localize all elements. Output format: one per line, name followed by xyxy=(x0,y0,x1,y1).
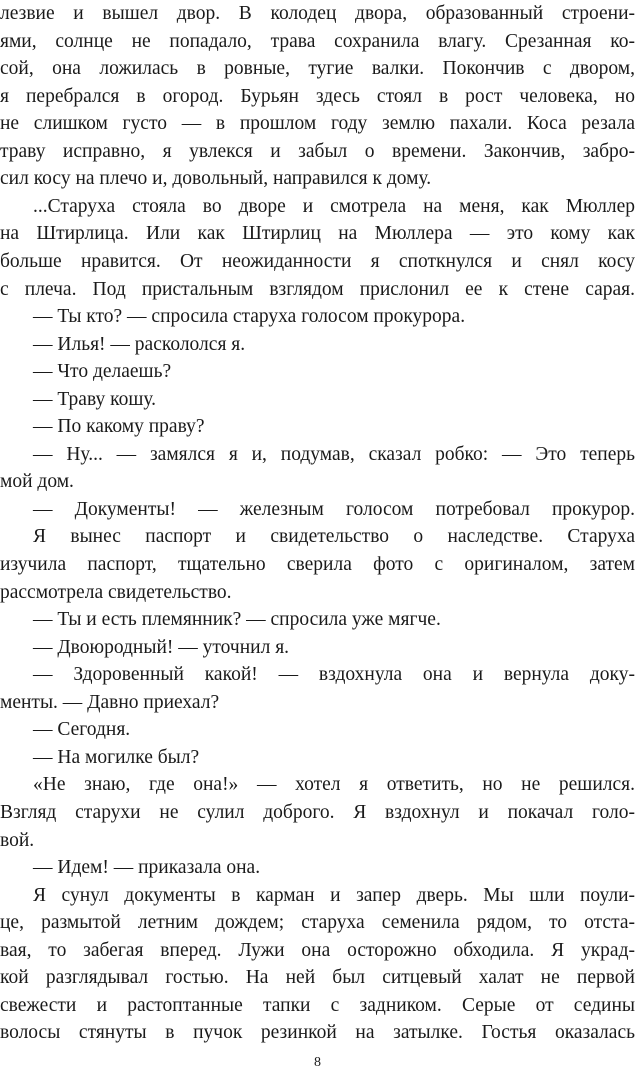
text-line: сил косу на плечо и, довольный, направился к дому. xyxy=(0,168,432,190)
text-line: — По какому праву? xyxy=(33,416,205,438)
text-line: рассмотрела свидетельство. xyxy=(0,581,232,603)
text-line: менты. — Давно приехал? xyxy=(0,691,220,713)
text-line: я перебрался в огород. Бурьян здесь стоял в рост человека, но xyxy=(0,85,635,107)
text-line: свежести и растоптанные тапки с задником. Серые от седины xyxy=(0,994,635,1016)
text-line: больше нравится. От неожиданности я споткнулся и снял косу xyxy=(0,250,635,272)
text-line: мой дом. xyxy=(0,471,74,493)
text-line: Я вынес паспорт и свидетельство о наследстве. Старуха xyxy=(33,526,635,548)
text-line: — Ты и есть племянник? — спросила уже мягче. xyxy=(33,609,441,631)
text-line: — На могилке был? xyxy=(33,746,200,768)
text-line: лезвие и вышел двор. В колодец двора, образованный строени- xyxy=(0,3,635,24)
text-line: сой, она ложилась в ровные, тугие валки. Покончив с двором, xyxy=(0,58,635,80)
text-line: Взгляд старухи не сулил доброго. Я вздохнул и покачал голо- xyxy=(0,801,635,823)
page-number: 8 xyxy=(314,1055,321,1070)
text-line: — Идем! — приказала она. xyxy=(33,857,261,879)
text-line: — Документы! — железным голосом потребовал прокурор. xyxy=(33,498,635,520)
text-line: не слишком густо — в прошлом году землю пахали. Коса резала xyxy=(0,113,635,135)
text-line: кой разглядывал гостью. На ней был ситцевый халат не первой xyxy=(0,967,635,989)
text-line: — Что делаешь? xyxy=(33,361,172,383)
text-line: — Ты кто? — спросила старуха голосом прокурора. xyxy=(33,306,466,328)
text-line: — Илья! — раскололся я. xyxy=(33,333,246,355)
text-line: траву исправно, я увлекся и забыл о времени. Закончив, забро- xyxy=(0,140,635,162)
text-line: волосы стянуты в пучок резинкой на затылке. Гостья оказалась xyxy=(0,1022,635,1044)
text-line: с плеча. Под пристальным взглядом прислонил ее к стене сарая. xyxy=(0,278,635,300)
text-line: — Сегодня. xyxy=(33,719,131,741)
text-line: — Двоюродный! — уточнил я. xyxy=(33,636,290,658)
text-line: — Траву кошу. xyxy=(33,388,157,410)
text-line: изучила паспорт, тщательно сверила фото с оригиналом, затем xyxy=(0,554,635,575)
text-line: ...Старуха стояла во дворе и смотрела на меня, как Мюллер xyxy=(33,195,635,217)
text-line: вой. xyxy=(0,829,35,851)
text-line: ями, солнце не попадало, трава сохранила влагу. Срезанная ко- xyxy=(0,30,635,52)
text-line: Я сунул документы в карман и запер дверь. Мы шли поули- xyxy=(33,884,635,906)
text-line: — Ну... — замялся я и, подумав, сказал робко: — Это теперь xyxy=(33,443,635,465)
text-line: вая, то забегая вперед. Лужи она осторожно обходила. Я украд- xyxy=(0,939,635,961)
text-line: «Не знаю, где она!» — хотел я ответить, но не решился. xyxy=(33,774,635,796)
text-line: це, размытой летним дождем; старуха семенила рядом, то отста- xyxy=(0,912,635,934)
text-line: — Здоровенный какой! — вздохнула она и вернула доку- xyxy=(33,664,635,686)
text-line: на Штирлица. Или как Штирлиц на Мюллера — это кому как xyxy=(0,223,635,245)
